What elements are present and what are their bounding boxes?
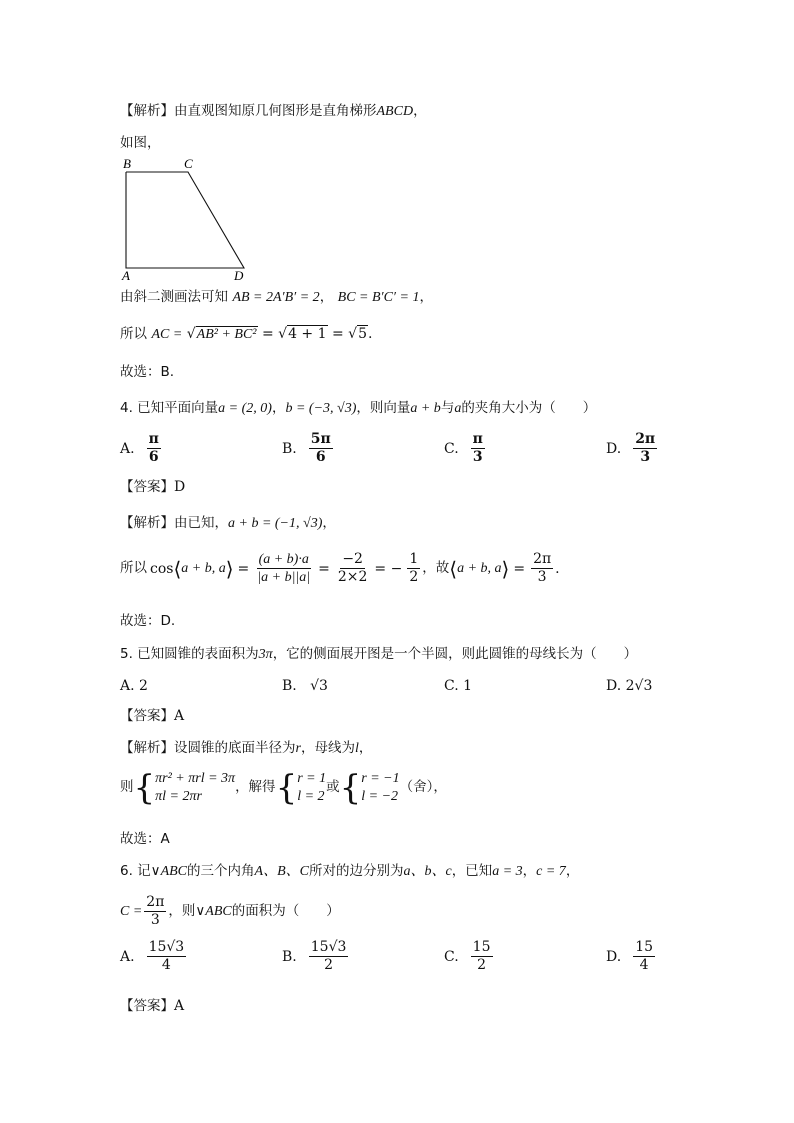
angle-bracket: ⟩ — [225, 556, 234, 581]
q3-line1 — [120, 290, 433, 305]
text: 由已知， — [174, 515, 228, 531]
q4-analysis — [120, 516, 336, 531]
system-2 — [297, 770, 326, 805]
text: 所以 — [120, 326, 147, 342]
q5-option-a — [120, 678, 148, 694]
eq: = − — [374, 560, 403, 577]
text: 由斜二测画法可知 — [120, 289, 228, 305]
num: 15 — [471, 940, 493, 957]
den: 2 — [409, 569, 419, 586]
triangle: ABC — [205, 903, 232, 919]
num: π — [147, 432, 161, 449]
q4-option-b — [282, 432, 335, 466]
punct: ， — [522, 863, 537, 879]
text: 的面积为（ ） — [231, 903, 340, 920]
system-3 — [361, 770, 399, 805]
punct: ， — [319, 289, 334, 305]
cos: cos — [150, 560, 174, 577]
num: 15√3 — [147, 940, 187, 957]
eq: l = −2 — [361, 788, 399, 804]
text: ，解得 — [235, 778, 276, 795]
q5-option-c — [444, 678, 472, 694]
num: (a + b)·a — [257, 552, 311, 569]
q4-cos-line: 所以 cos ⟨ a + b, a ⟩ = $\frac{(a + b)\cdot a}{|a + b||a|}$ = $\frac{-2}{2\times 2}$ = − $\frac{1}{2}$ ，故 ⟨ a + b, a ⟩ = $\frac{2\pi}{3}$ . — [120, 551, 560, 586]
text: ，母线为 — [300, 740, 355, 756]
den: 3 — [537, 569, 547, 586]
den: 2 — [324, 957, 334, 974]
cos-arg: a + b, a — [457, 560, 502, 576]
brace: { — [275, 767, 298, 808]
q5-system-line — [120, 767, 447, 808]
option-letter: A. — [120, 440, 135, 457]
q6-option-a — [120, 940, 188, 974]
punct: ， — [419, 289, 433, 305]
frac — [531, 552, 553, 586]
angle-bracket: ⟨ — [173, 556, 182, 581]
option-letter: D. — [606, 948, 622, 965]
vertex-C: C — [184, 156, 193, 171]
trapezoid-figure — [118, 156, 253, 286]
q6-stem-line2 — [120, 895, 340, 929]
eq: πl = 2πr — [155, 788, 202, 804]
q6-option-d — [606, 940, 657, 974]
punct: ， — [358, 740, 373, 756]
q6-option-b — [282, 940, 350, 974]
q6-option-c — [444, 940, 495, 974]
option-frac — [147, 940, 187, 974]
option-letter: B. — [282, 948, 297, 965]
vec-a: a = (2, 0) — [218, 401, 272, 416]
option-letter: C. — [444, 678, 459, 694]
den: 4 — [161, 957, 171, 974]
analysis-tag: 【解析】 — [120, 515, 174, 531]
cos-arg: a + b, a — [181, 560, 226, 576]
q4-stem — [120, 401, 596, 416]
text: ，则向量 — [356, 400, 411, 416]
option-frac — [633, 432, 657, 466]
eq: r = 1 — [297, 771, 327, 786]
vec-b: b = (−3, √3) — [285, 401, 357, 416]
option-frac — [471, 432, 485, 466]
den: 3 — [150, 912, 160, 929]
frac — [407, 552, 420, 586]
eq: l = 2 — [297, 788, 325, 804]
answer-tag: 【答案】 — [120, 708, 174, 724]
num: 2π — [531, 552, 553, 569]
eq-a: a = 3 — [492, 864, 523, 879]
text: 设圆锥的底面半径为 — [174, 740, 296, 756]
den: 6 — [148, 449, 159, 466]
option-letter: B. — [282, 678, 297, 694]
analysis-tag: 【解析】 — [120, 103, 174, 119]
cos-frac — [255, 552, 312, 586]
q4-choice: 故选：D. — [120, 613, 176, 629]
option-letter: A. — [120, 948, 135, 965]
system-1 — [155, 770, 235, 805]
vec-sum: a + b — [410, 401, 441, 416]
text: 所对的边分别为 — [308, 863, 404, 879]
q5-option-d — [606, 678, 652, 694]
text: 或 — [326, 778, 340, 795]
punct: ， — [565, 863, 580, 879]
q3-analysis-line — [120, 104, 427, 119]
option-letter: B. — [282, 440, 297, 457]
eq-C: C = — [120, 903, 143, 919]
option-value: 2 — [139, 678, 148, 694]
brace: { — [133, 767, 156, 808]
q5-choice: 故选：A — [120, 831, 170, 847]
vertex-D: D — [234, 268, 244, 283]
analysis-tag: 【解析】 — [120, 740, 174, 756]
option-frac — [633, 940, 655, 974]
den: 2×2 — [337, 569, 368, 586]
punct: ， — [322, 515, 336, 531]
q5-option-b — [282, 678, 328, 694]
num: 2π — [633, 432, 657, 449]
analysis-text: 由直观图知原几何图形是直角梯形 — [174, 103, 377, 119]
num: π — [471, 432, 485, 449]
q4-option-c — [444, 432, 487, 466]
q3-line2: 所以 AC = √AB² + BC² = √4 + 1 = √5. — [120, 326, 373, 342]
trapezoid-name: ABCD — [376, 104, 414, 119]
answer-value: D — [174, 479, 186, 495]
num: 15√3 — [309, 940, 349, 957]
answer-tag: 【答案】 — [120, 998, 174, 1014]
answer-tag: 【答案】 — [120, 479, 174, 495]
eq: = — [261, 326, 274, 342]
text: ，故 — [422, 560, 450, 577]
q5-analysis — [120, 741, 372, 756]
den: 3 — [640, 449, 651, 466]
punct: . — [368, 326, 373, 342]
text: ，则∨ — [168, 903, 206, 920]
q3-choice: 故选：B. — [120, 364, 175, 380]
q6-answer — [120, 999, 184, 1014]
eq: r = −1 — [361, 771, 400, 786]
option-frac — [147, 432, 161, 466]
angle-bracket: ⟩ — [501, 556, 510, 581]
num: 15 — [633, 940, 655, 957]
punct: . — [555, 560, 560, 577]
den: 6 — [315, 449, 326, 466]
eq: = — [331, 326, 344, 342]
num: −2 — [340, 552, 365, 569]
surface-area: 3π — [258, 647, 273, 662]
option-value: 1 — [463, 678, 473, 694]
eq-bc: BC = B′C′ = 1 — [337, 290, 420, 305]
option-value: 2√3 — [625, 678, 653, 694]
triangle: ABC — [160, 864, 188, 879]
vertex-B: B — [123, 156, 131, 171]
text: 的三个内角 — [187, 863, 255, 879]
option-letter: C. — [444, 440, 459, 457]
option-value: √3 — [310, 678, 328, 694]
vec-a: a — [454, 401, 462, 416]
num: 2π — [144, 895, 166, 912]
sides: a、b、c — [403, 864, 452, 879]
den: 4 — [639, 957, 649, 974]
frac — [144, 895, 166, 929]
q4-option-a — [120, 432, 163, 466]
option-letter: C. — [444, 948, 459, 965]
text: ，它的侧面展开图是一个半圆，则此圆锥的母线长为（ ） — [272, 646, 638, 662]
option-frac — [471, 940, 493, 974]
option-frac — [309, 432, 333, 466]
answer-value: A — [174, 998, 185, 1014]
var-l: l — [354, 741, 359, 756]
text: 所以 — [120, 560, 147, 577]
angles: A、B、C — [254, 864, 309, 879]
text: （舍）， — [399, 778, 447, 795]
eq-ac: AC = — [151, 327, 183, 342]
text: 5. 已知圆锥的表面积为 — [120, 646, 259, 662]
frac — [336, 552, 370, 586]
den: 2 — [477, 957, 487, 974]
angle-bracket: ⟨ — [449, 556, 458, 581]
eq-ab: AB = 2A′B′ = 2 — [232, 290, 320, 305]
num: 5π — [309, 432, 333, 449]
answer-value: A — [174, 708, 185, 724]
punct: ， — [413, 103, 427, 119]
eq-sum: a + b = (−1, √3) — [228, 516, 323, 531]
text: 与 — [440, 400, 455, 416]
den: 3 — [472, 449, 483, 466]
den: |a + b||a| — [257, 570, 311, 586]
q4-option-d — [606, 432, 659, 466]
text: ，已知 — [451, 863, 493, 879]
figure-caption: 如图， — [120, 135, 161, 151]
punct: ， — [271, 400, 286, 416]
eq: πr² + πrl = 3π — [155, 771, 236, 786]
option-letter: A. — [120, 678, 135, 694]
radicand: 5 — [358, 326, 368, 342]
brace: { — [339, 767, 362, 808]
vertex-A: A — [122, 268, 130, 283]
q5-answer — [120, 709, 184, 724]
text: 6. 记∨ — [120, 863, 161, 879]
trapezoid-outline — [126, 172, 244, 268]
q4-answer — [120, 480, 185, 495]
text: 的夹角大小为（ ） — [461, 400, 597, 416]
radicand: 4 + 1 — [288, 326, 327, 342]
radicand: AB² + BC² — [196, 327, 257, 342]
eq-c: c = 7 — [536, 864, 566, 879]
var-r: r — [295, 741, 301, 756]
option-letter: D. — [606, 440, 622, 457]
num: 1 — [407, 552, 420, 569]
q5-stem — [120, 647, 637, 662]
option-frac — [309, 940, 349, 974]
option-letter: D. — [606, 678, 622, 694]
text: 则 — [120, 778, 134, 795]
q6-stem-line1 — [120, 864, 579, 879]
text: 4. 已知平面向量 — [120, 400, 219, 416]
